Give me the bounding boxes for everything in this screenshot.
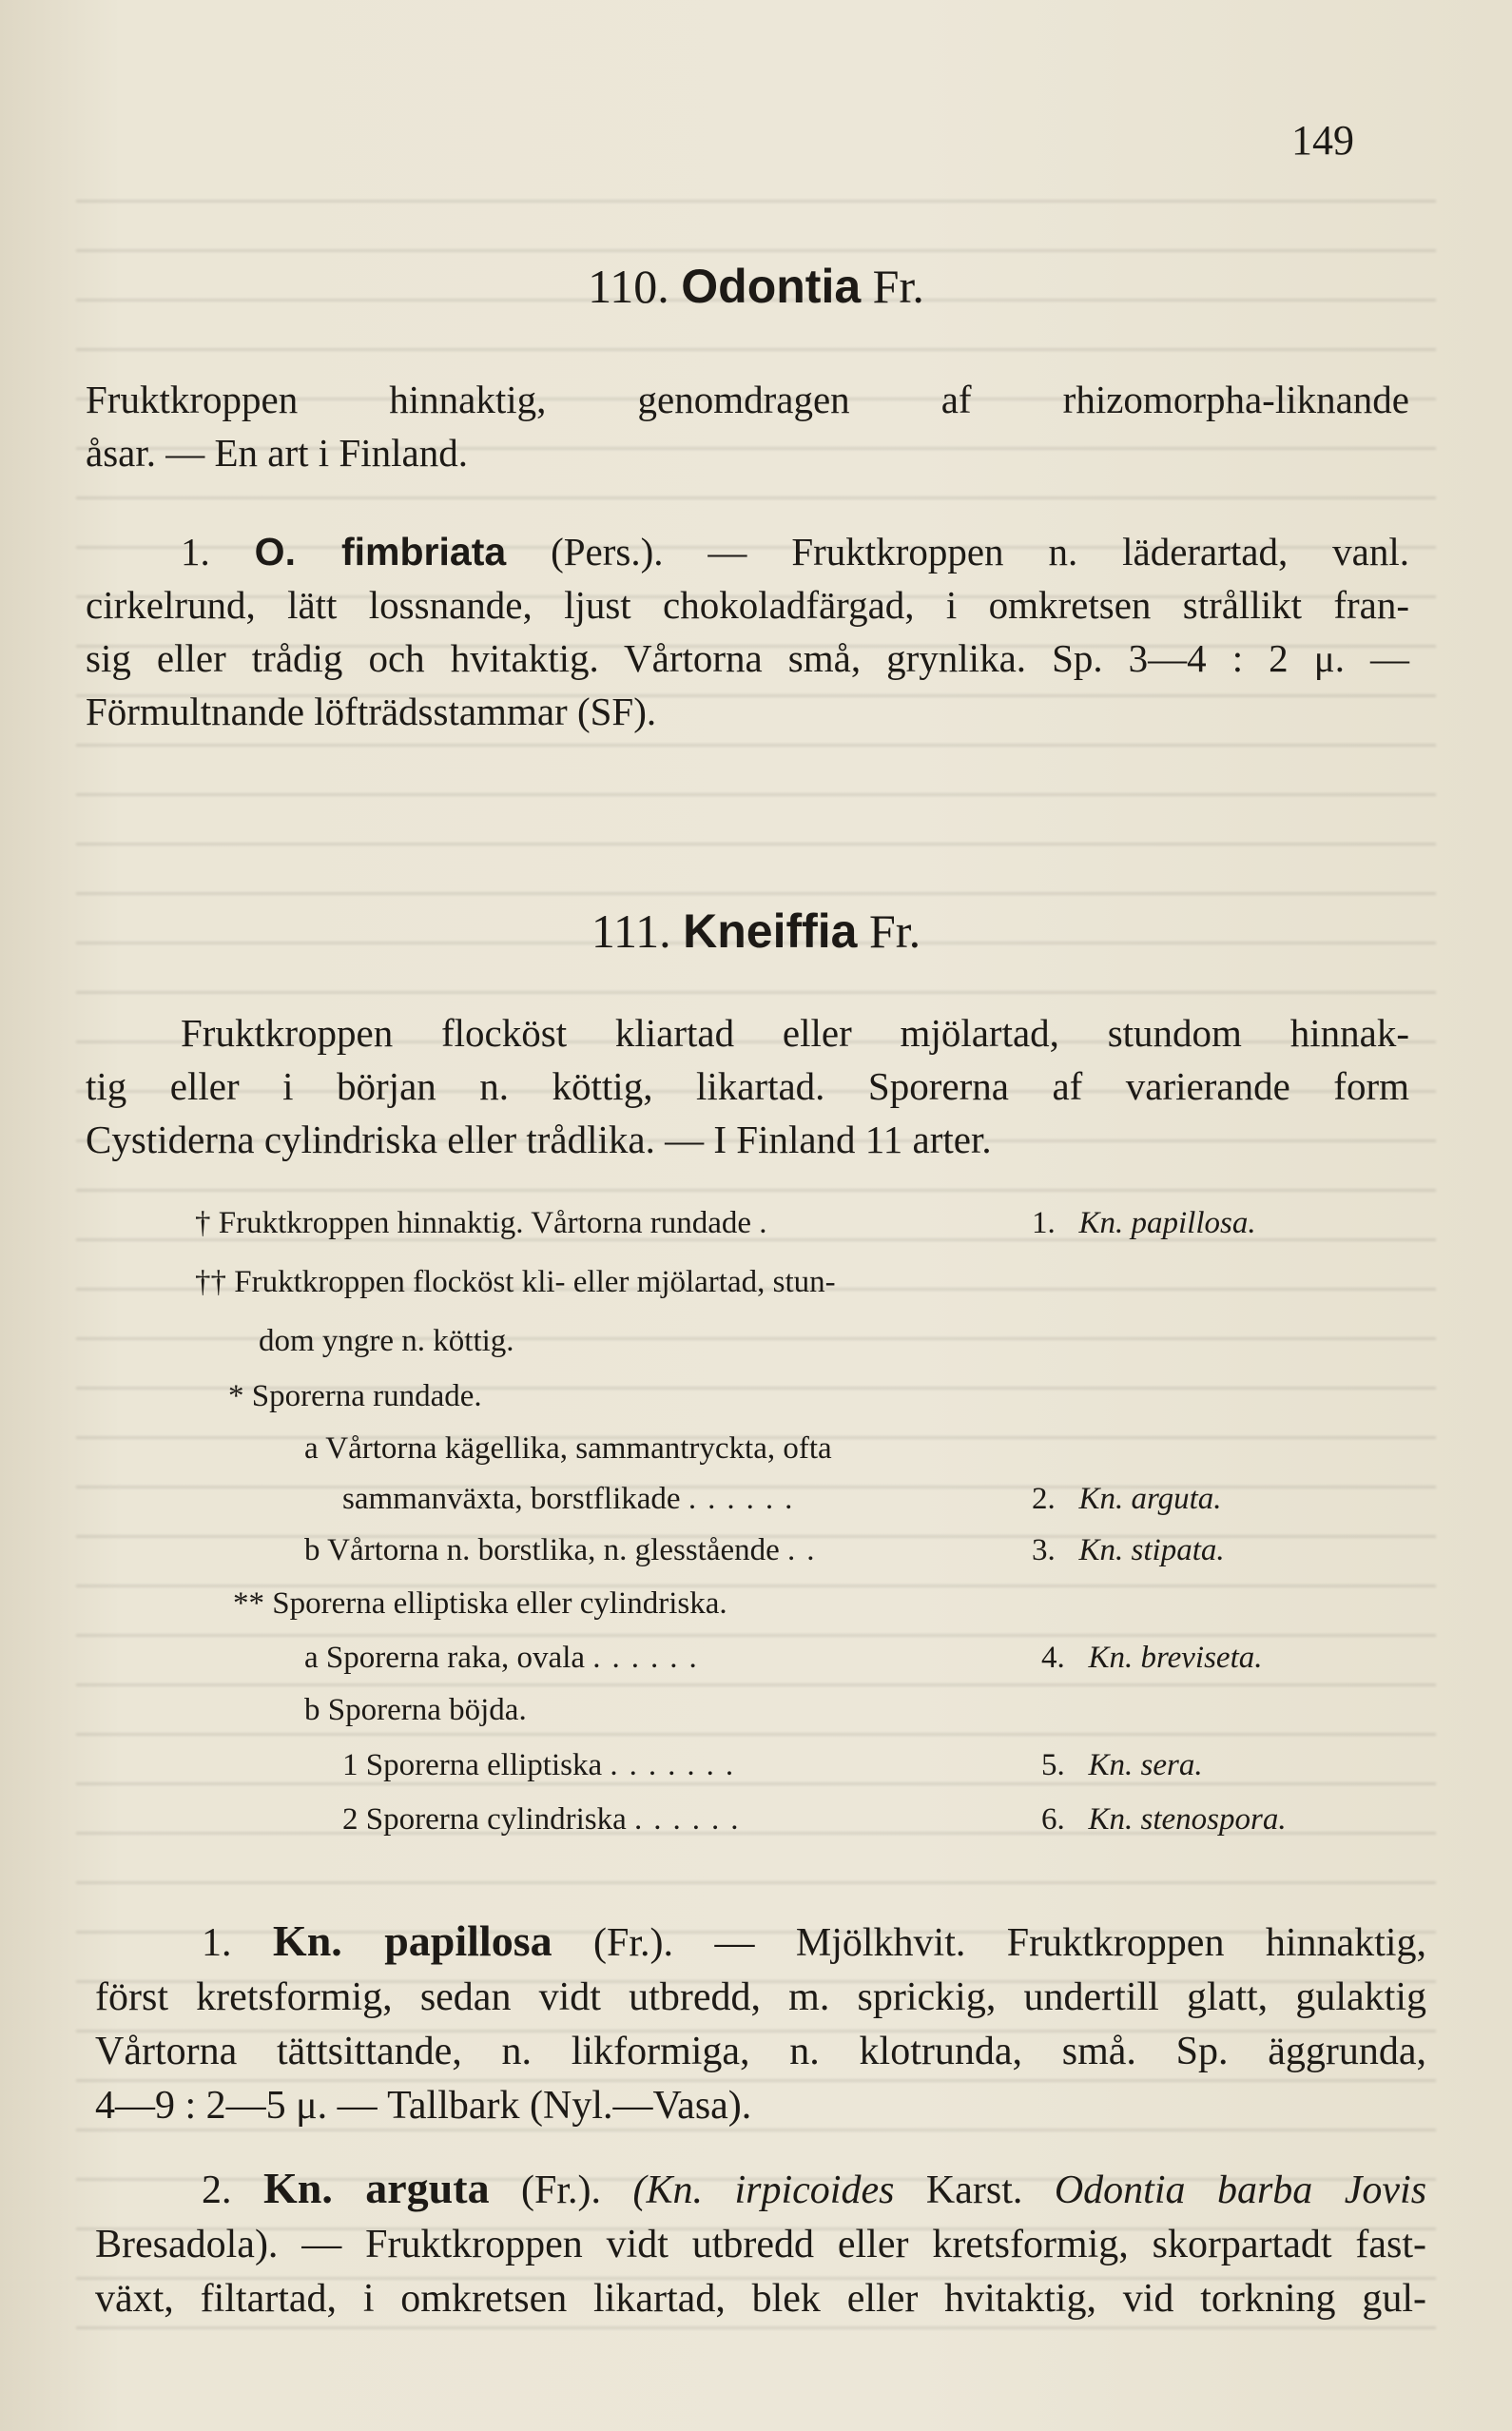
text-line: åsar. — En art i Finland. <box>86 431 468 475</box>
key-line: a Vårtorna kägellika, sammantryckta, ofta <box>304 1431 832 1466</box>
section-110-heading <box>0 259 1512 314</box>
key-result: 5. Kn. sera. <box>1041 1748 1203 1782</box>
key-line: sammanväxta, borstflikade ...... <box>342 1482 804 1516</box>
text-line: 4—9 : 2—5 μ. — Tallbark (Nyl.—Vasa). <box>95 2084 752 2128</box>
species-name: Kn. papillosa <box>272 1916 552 1965</box>
section-number: 110. <box>588 260 669 313</box>
key-result: 3. Kn. stipata. <box>1032 1533 1225 1567</box>
species-first-line <box>95 1914 1426 1971</box>
species-kn-papillosa <box>95 1914 1426 2133</box>
species-first-line <box>86 525 1409 578</box>
species-name: Kn. arguta <box>262 2164 490 2212</box>
species-first-line <box>95 2161 1426 2218</box>
species-kn-arguta <box>95 2161 1426 2326</box>
genus-author: Fr. <box>868 904 921 958</box>
key-line: b Vårtorna n. borstlika, n. glesstående .. <box>304 1533 826 1567</box>
key-result: 6. Kn. stenospora. <box>1041 1802 1287 1837</box>
genus-name: Kneiffia <box>683 904 858 958</box>
species-number: 1. <box>202 1921 232 1965</box>
synonym: (Kn. irpicoides <box>632 2168 895 2212</box>
text-line: växt, filtartad, i omkretsen likartad, blek eller hvitaktig, vid torkning gul- <box>95 2277 1426 2321</box>
text-line: cirkelrund, lätt lossnande, ljust chokoladfärgad, i omkretsen strållikt fran- <box>86 583 1409 627</box>
key-line: ** Sporerna elliptiska eller cylindriska. <box>233 1586 727 1621</box>
text-line: Cystiderna cylindriska eller trådlika. — I Finland 11 arter. <box>86 1118 992 1161</box>
text-line: Fruktkroppen flocköst kliartad eller mjölartad, stundom hinnak- <box>181 1011 1409 1055</box>
species-text: (Fr.). — Mjölkhvit. Fruktkroppen hinnaktig, <box>593 1921 1427 1965</box>
text-line: sig eller trådig och hvitaktig. Vårtorna små, grynlika. Sp. 3—4 : 2 μ. — <box>86 636 1409 680</box>
genus-name: Odontia <box>681 260 862 313</box>
species-name: O. fimbriata <box>254 530 507 574</box>
synonym: Odontia barba Jovis <box>1054 2168 1427 2212</box>
species-author: (Fr.). <box>521 2168 602 2212</box>
key-line: a Sporerna raka, ovala ...... <box>304 1641 708 1675</box>
key-line: 2 Sporerna cylindriska ...... <box>342 1802 750 1837</box>
synonym-author: Karst. <box>925 2168 1023 2212</box>
text-line: Förmultnande löfträdsstammar (SF). <box>86 690 657 733</box>
key-line: b Sporerna böjda. <box>304 1693 527 1727</box>
key-result: 4. Kn. breviseta. <box>1041 1641 1263 1675</box>
species-text: (Pers.). — Fruktkroppen n. läderartad, vanl. <box>551 530 1410 574</box>
species-number: 1. <box>181 530 210 574</box>
key-line: dom yngre n. köttig. <box>259 1324 514 1358</box>
text-line: Fruktkroppen hinnaktig, genomdragen af rhizomorpha-liknande <box>86 378 1409 421</box>
text-line: först kretsformig, sedan vidt utbredd, m. sprickig, undertill glatt, gulaktig <box>95 1975 1426 2019</box>
key-result: 1. Kn. papillosa. <box>1032 1206 1256 1240</box>
section-110-description <box>86 373 1409 479</box>
key-line: 1 Sporerna elliptiska ....... <box>342 1748 746 1782</box>
species-number: 2. <box>202 2168 232 2212</box>
section-number: 111. <box>591 904 671 958</box>
text-line: tig eller i början n. köttig, likartad. Sporerna af varierande form <box>86 1064 1409 1108</box>
text-line: Bresadola). — Fruktkroppen vidt utbredd eller kretsformig, skorpartadt fast- <box>95 2223 1426 2266</box>
key-result: 2. Kn. arguta. <box>1032 1482 1222 1516</box>
section-111-description <box>86 1006 1409 1166</box>
species-o-fimbriata <box>86 525 1409 738</box>
page-number: 149 <box>1291 117 1354 164</box>
text-line: Vårtorna tättsittande, n. likformiga, n. klotrunda, små. Sp. äggrunda, <box>95 2030 1426 2073</box>
key-line: * Sporerna rundade. <box>228 1379 482 1413</box>
genus-author: Fr. <box>872 260 924 313</box>
key-line: † Fruktkroppen hinnaktig. Vårtorna rundade . <box>195 1206 779 1240</box>
key-line: †† Fruktkroppen flocköst kli- eller mjölartad, stun- <box>195 1265 836 1299</box>
section-111-heading <box>0 904 1512 959</box>
